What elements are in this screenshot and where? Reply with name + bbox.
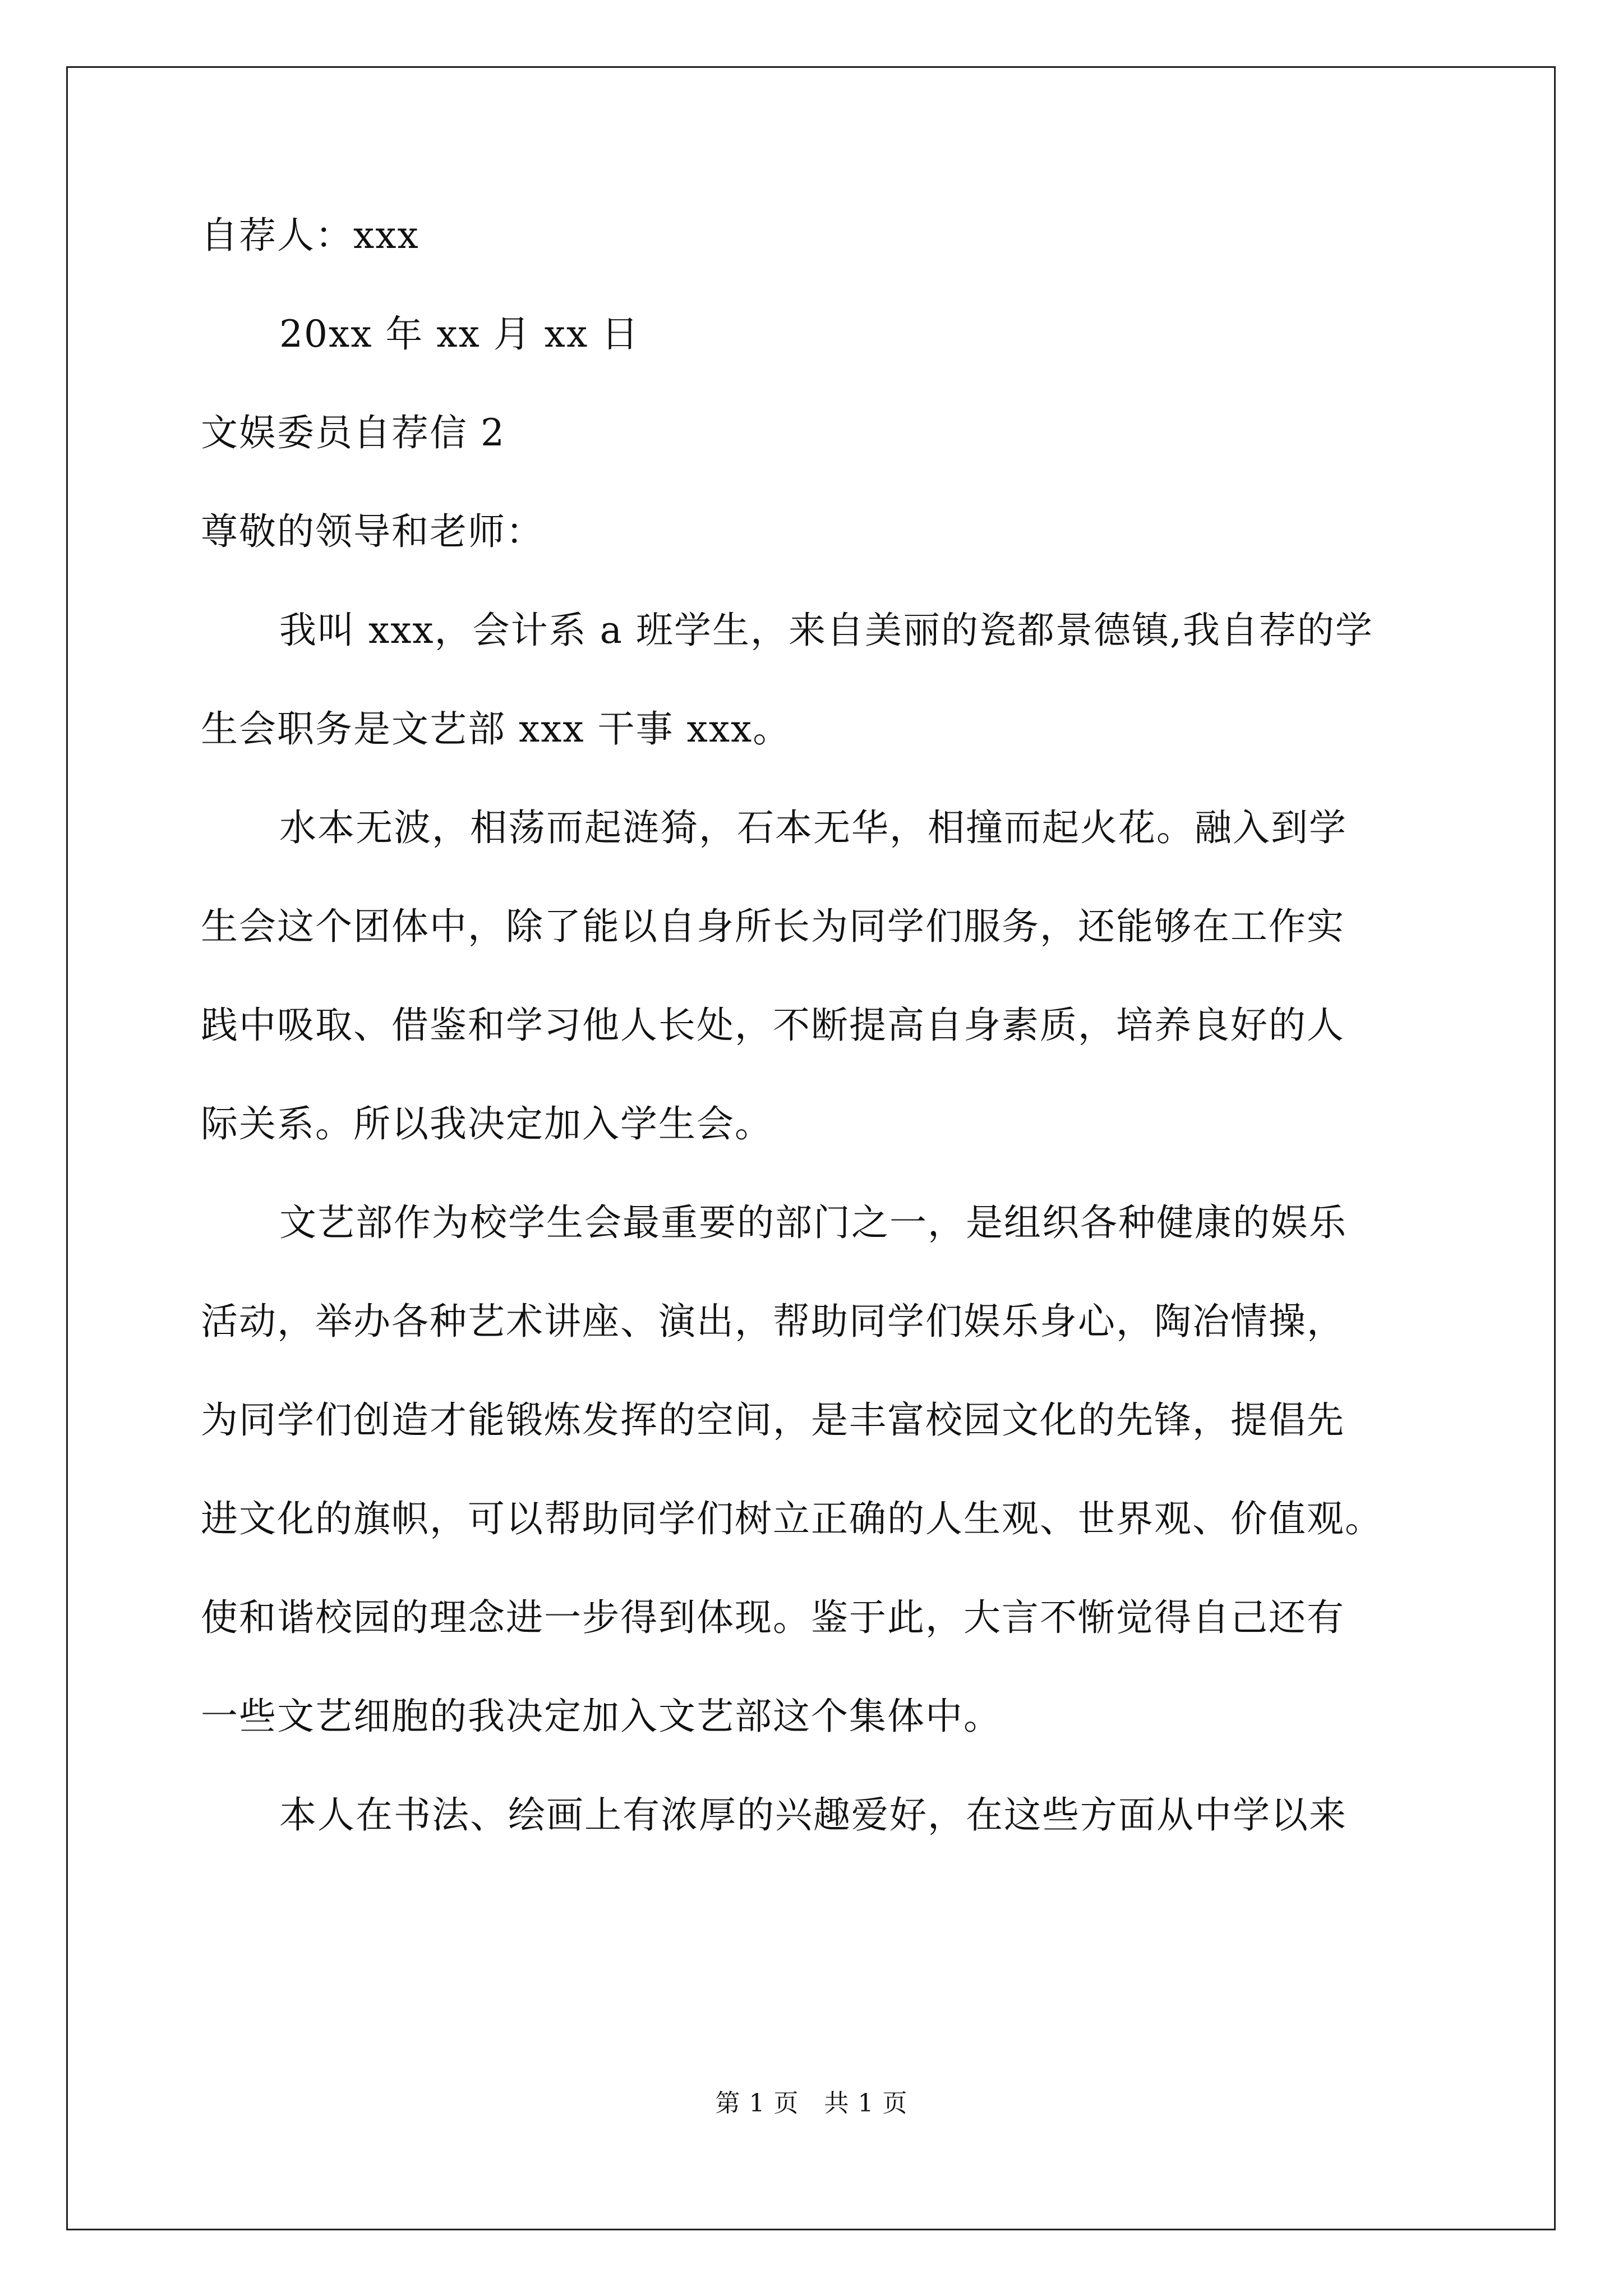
paragraph-line: 本人在书法、绘画上有浓厚的兴趣爱好，在这些方面从中学以来 xyxy=(279,1793,1347,1837)
paragraph-line: 文艺部作为校学生会最重要的部门之一，是组织各种健康的娱乐 xyxy=(279,1201,1347,1244)
letter-title: 文娱委员自荐信 2 xyxy=(201,411,505,454)
paragraph-line: 我叫 xxx，会计系 a 班学生，来自美丽的瓷都景德镇,我自荐的学 xyxy=(279,609,1373,652)
salutation: 尊敬的领导和老师： xyxy=(201,510,544,553)
date-line: 20xx 年 xx 月 xx 日 xyxy=(279,312,640,356)
page-border xyxy=(66,66,1556,2230)
paragraph-line: 水本无波，相荡而起涟猗，石本无华，相撞而起火花。融入到学 xyxy=(279,806,1347,849)
page-footer: 第 1 页 共 1 页 xyxy=(715,2089,908,2118)
paragraph-line: 践中吸取、借鉴和学习他人长处，不断提高自身素质，培养良好的人 xyxy=(201,1004,1345,1047)
paragraph-line: 活动，举办各种艺术讲座、演出，帮助同学们娱乐身心，陶冶情操， xyxy=(201,1300,1345,1343)
paragraph-line: 一些文艺细胞的我决定加入文艺部这个集体中。 xyxy=(201,1695,1002,1738)
paragraph-line: 进文化的旗帜，可以帮助同学们树立正确的人生观、世界观、价值观。 xyxy=(201,1497,1383,1540)
signature-line: 自荐人：xxx xyxy=(201,214,419,257)
paragraph-line: 生会这个团体中，除了能以自身所长为同学们服务，还能够在工作实 xyxy=(201,905,1345,948)
paragraph-line: 为同学们创造才能锻炼发挥的空间，是丰富校园文化的先锋，提倡先 xyxy=(201,1398,1345,1442)
paragraph-line: 使和谐校园的理念进一步得到体现。鉴于此，大言不惭觉得自己还有 xyxy=(201,1596,1345,1639)
paragraph-line: 生会职务是文艺部 xxx 干事 xxx。 xyxy=(201,707,791,751)
paragraph-line: 际关系。所以我决定加入学生会。 xyxy=(201,1102,773,1145)
